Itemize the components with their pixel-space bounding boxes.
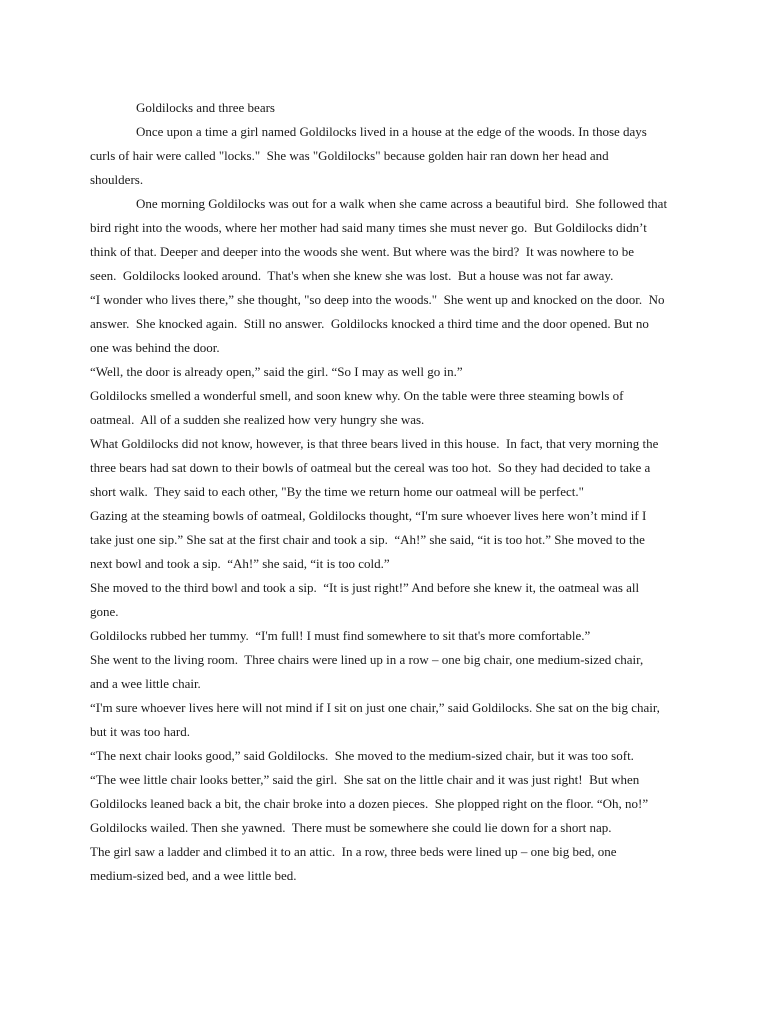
text-line: She moved to the third bowl and took a sip. “It is just right!” And before she knew it, the oatmeal was all: [90, 580, 640, 595]
text-line: short walk. They said to each other, "By the time we return home our oatmeal will be perfect.": [90, 484, 584, 499]
text-line: She went to the living room. Three chairs were lined up in a row – one big chair, one medium-sized chair,: [90, 652, 644, 667]
text-line: answer. She knocked again. Still no answer. Goldilocks knocked a third time and the door opened. But no: [90, 316, 649, 331]
text-line: shoulders.: [90, 172, 144, 187]
text-line: seen. Goldilocks looked around. That's when she knew she was lost. But a house was not far away.: [90, 268, 614, 283]
text-line: one was behind the door.: [90, 340, 220, 355]
text-line: next bowl and took a sip. “Ah!” she said, “it is too cold.”: [90, 556, 390, 571]
text-line: One morning Goldilocks was out for a walk when she came across a beautiful bird. She followed that: [136, 196, 668, 211]
text-line: “The next chair looks good,” said Goldilocks. She moved to the medium-sized chair, but it was too soft.: [90, 748, 634, 763]
text-line: What Goldilocks did not know, however, is that three bears lived in this house. In fact, that very morning the: [90, 436, 659, 451]
text-line: oatmeal. All of a sudden she realized how very hungry she was.: [90, 412, 425, 427]
document-body: [90, 96, 690, 888]
text-line: Once upon a time a girl named Goldilocks lived in a house at the edge of the woods. In those days: [136, 124, 647, 139]
text-line: Goldilocks leaned back a bit, the chair broke into a dozen pieces. She plopped right on the floor. “Oh, no!”: [90, 796, 649, 811]
text-line: “The wee little chair looks better,” said the girl. She sat on the little chair and it was just right! But when: [90, 772, 640, 787]
text-line: and a wee little chair.: [90, 676, 201, 691]
text-line: Goldilocks smelled a wonderful smell, and soon knew why. On the table were three steaming bowls of: [90, 388, 624, 403]
text-line: gone.: [90, 604, 119, 619]
text-line: three bears had sat down to their bowls of oatmeal but the cereal was too hot. So they had decided to take a: [90, 460, 651, 475]
text-line: Goldilocks wailed. Then she yawned. There must be somewhere she could lie down for a short nap.: [90, 820, 612, 835]
text-line: but it was too hard.: [90, 724, 191, 739]
text-line: bird right into the woods, where her mother had said many times she must never go. But Goldilocks didn’t: [90, 220, 647, 235]
text-line: The girl saw a ladder and climbed it to an attic. In a row, three beds were lined up – one big bed, one: [90, 844, 617, 859]
text-line: Gazing at the steaming bowls of oatmeal, Goldilocks thought, “I'm sure whoever lives here won’t mind if I: [90, 508, 647, 523]
text-line: “I'm sure whoever lives here will not mind if I sit on just one chair,” said Goldilocks. She sat on the big chair,: [90, 700, 660, 715]
text-line: medium-sized bed, and a wee little bed.: [90, 868, 297, 883]
text-line: take just one sip.” She sat at the first chair and took a sip. “Ah!” she said, “it is too hot.” She moved to the: [90, 532, 645, 547]
text-line: “Well, the door is already open,” said the girl. “So I may as well go in.”: [90, 364, 463, 379]
document-title: Goldilocks and three bears: [136, 100, 275, 115]
text-line: “I wonder who lives there,” she thought, "so deep into the woods." She went up and knocked on the door. No: [90, 292, 665, 307]
text-line: Goldilocks rubbed her tummy. “I'm full! I must find somewhere to sit that's more comfortable.”: [90, 628, 591, 643]
text-line: think of that. Deeper and deeper into the woods she went. But where was the bird? It was nowhere to be: [90, 244, 635, 259]
text-line: curls of hair were called "locks." She was "Goldilocks" because golden hair ran down her head and: [90, 148, 609, 163]
